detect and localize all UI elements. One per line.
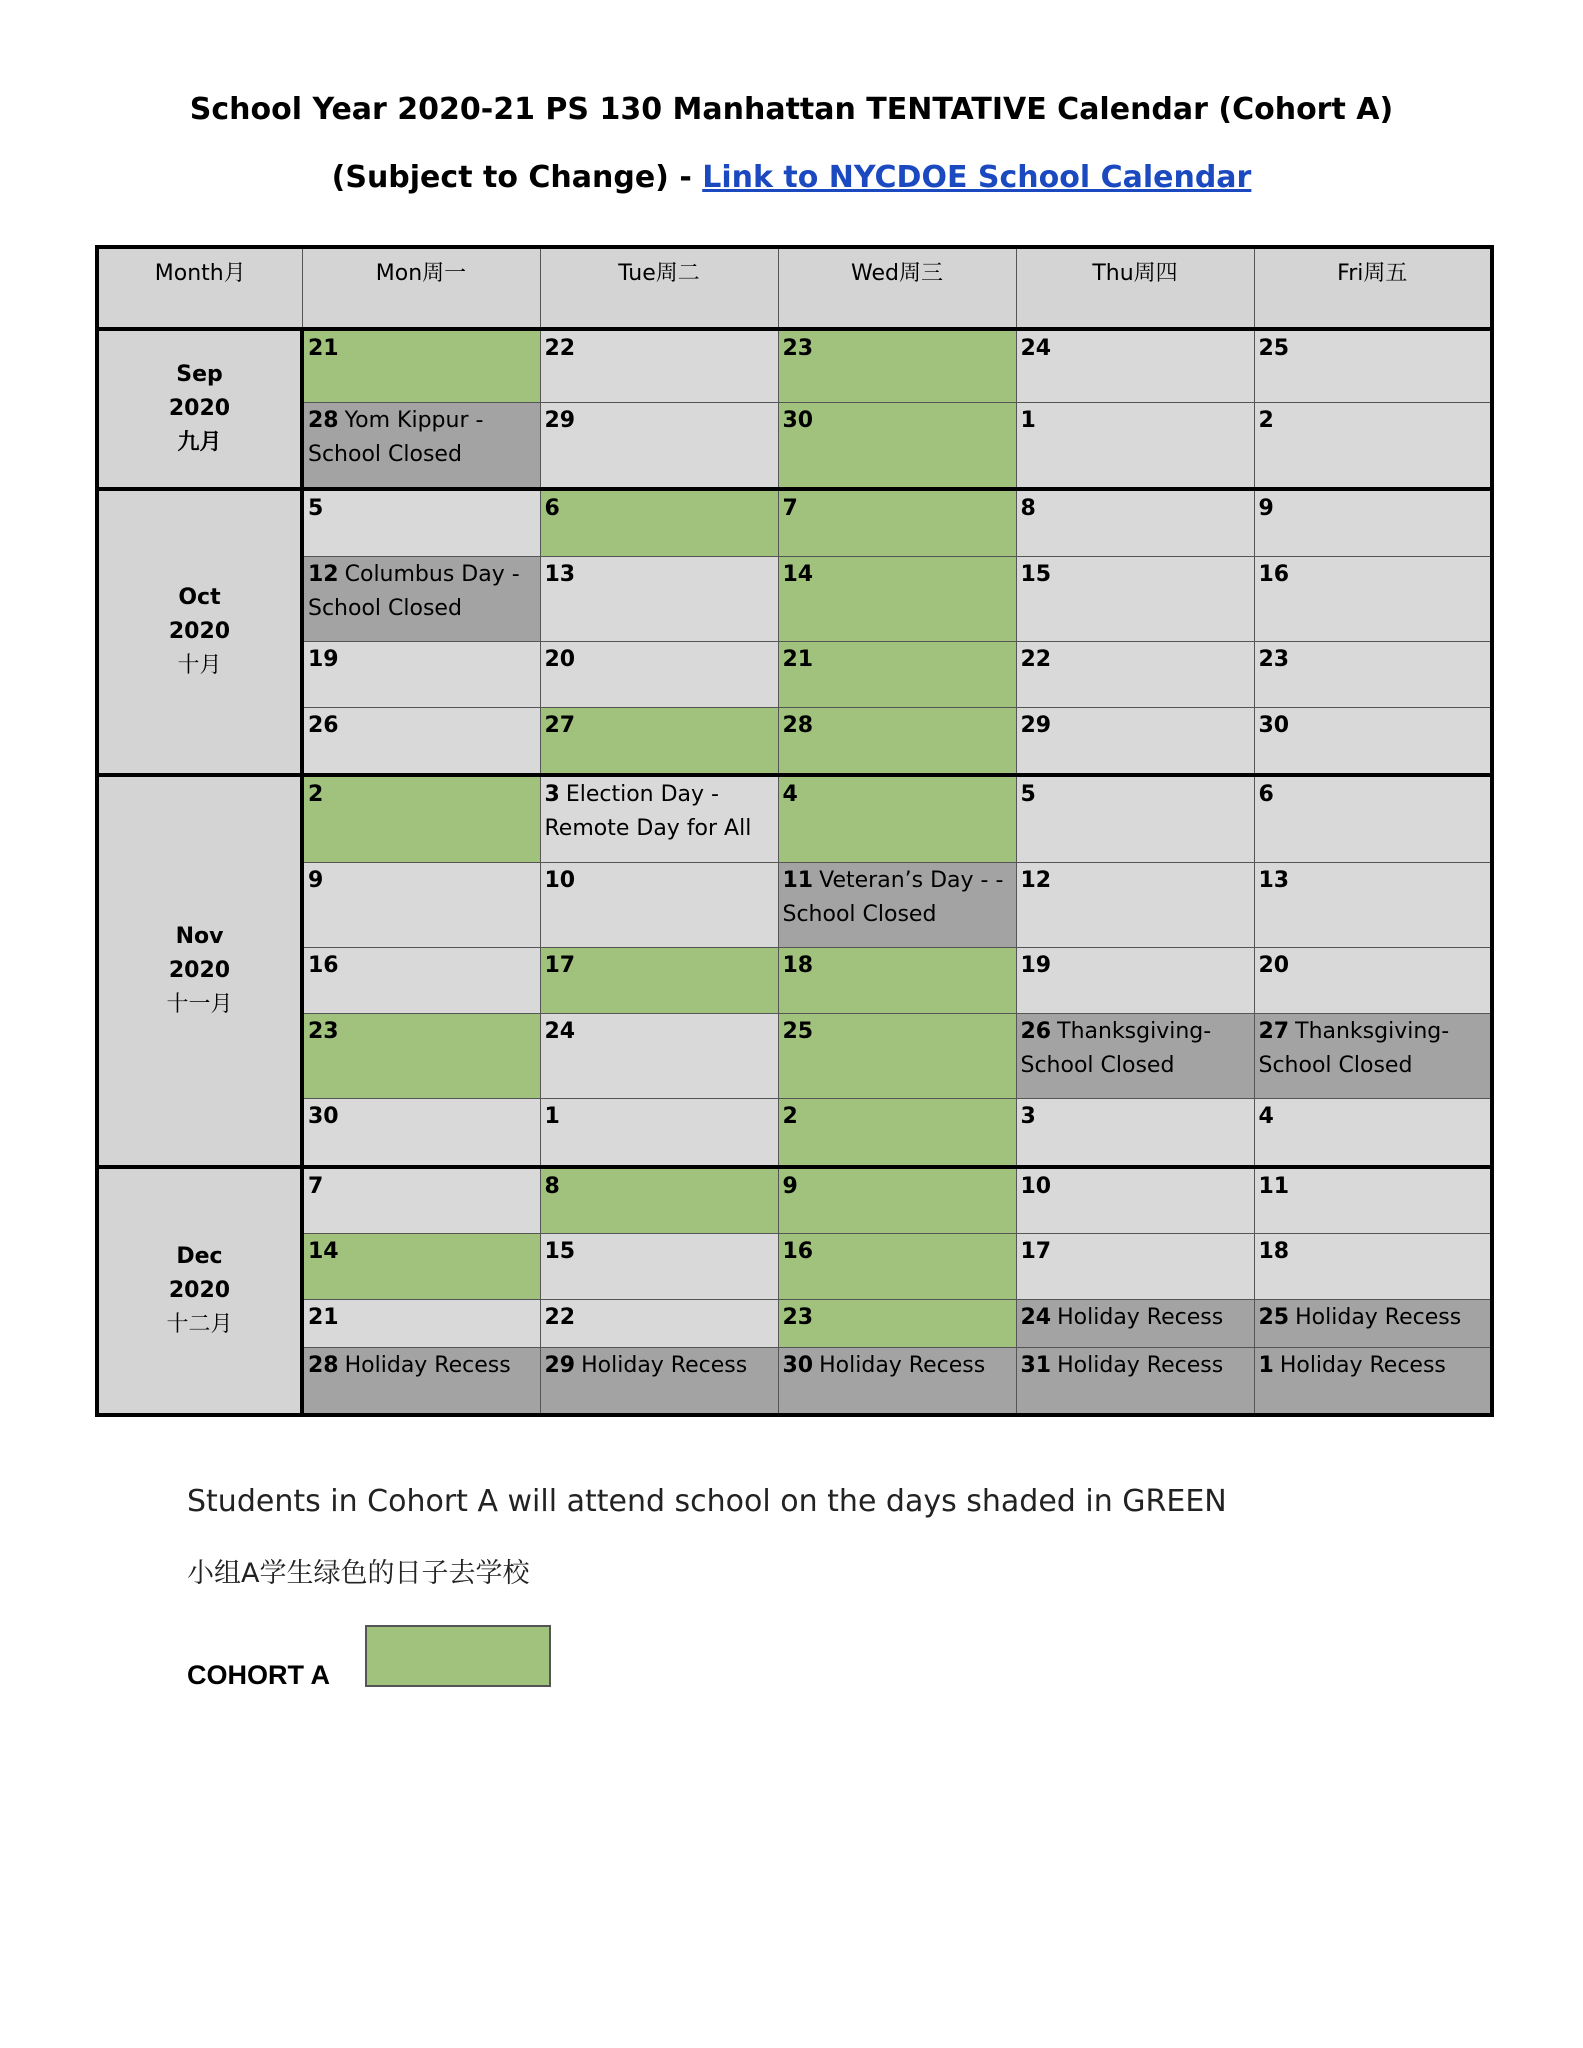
- day-cell: [302, 1300, 540, 1348]
- day-number: 21: [308, 336, 339, 361]
- week-row: [97, 707, 1492, 775]
- day-cell: [1016, 862, 1254, 947]
- day-cell: [778, 707, 1016, 775]
- week-row: [97, 1300, 1492, 1348]
- day-number: 1: [1020, 407, 1036, 433]
- day-event: Holiday Recess: [581, 1353, 748, 1379]
- day-number: 30: [308, 1103, 339, 1129]
- day-number: 13: [544, 561, 576, 587]
- day-number: 15: [544, 1239, 576, 1265]
- day-event: Veteran’s Day - - School Closed: [782, 867, 1004, 927]
- day-cell: [540, 1300, 778, 1348]
- day-number: 22: [544, 1305, 576, 1331]
- day-cell: [540, 329, 778, 402]
- day-number: 22: [544, 336, 576, 361]
- day-number: 5: [308, 496, 324, 521]
- day-cell: [1016, 707, 1254, 775]
- day-cell: [540, 947, 778, 1013]
- day-cell: [778, 489, 1016, 556]
- day-cell: [778, 329, 1016, 402]
- month-label: [97, 489, 302, 775]
- day-cell: [1016, 489, 1254, 556]
- day-cell: [1254, 1348, 1492, 1415]
- day-number: 25: [1258, 1305, 1290, 1331]
- day-cell: [540, 1348, 778, 1415]
- header-tue: Tue周二: [540, 247, 778, 329]
- day-cell: [1254, 862, 1492, 947]
- cohort-note-chinese: 小组A学生绿色的日子去学校: [187, 1558, 530, 1589]
- header-thu: Thu周四: [1016, 247, 1254, 329]
- week-row: [97, 1098, 1492, 1166]
- day-number: 28: [308, 407, 339, 433]
- month-label: Sep: [176, 362, 223, 387]
- week-row: [97, 1013, 1492, 1098]
- day-cell: [302, 947, 540, 1013]
- day-cell: [1016, 775, 1254, 862]
- day-event: Holiday Recess: [344, 1353, 511, 1379]
- day-cell: [1254, 775, 1492, 862]
- day-cell: [302, 862, 540, 947]
- day-number: 9: [782, 1173, 798, 1199]
- day-cell: [540, 556, 778, 641]
- day-number: 9: [1258, 496, 1274, 521]
- day-number: 6: [544, 496, 560, 521]
- day-cell: [1016, 1098, 1254, 1166]
- day-cell: [778, 1234, 1016, 1300]
- day-number: 10: [1020, 1173, 1052, 1199]
- week-row: [97, 641, 1492, 707]
- day-number: 31: [1020, 1353, 1052, 1379]
- day-cell: [778, 947, 1016, 1013]
- day-cell: [1016, 1348, 1254, 1415]
- day-number: 17: [1020, 1239, 1052, 1265]
- day-number: 13: [1258, 867, 1290, 893]
- day-cell: [778, 1300, 1016, 1348]
- day-number: 12: [308, 561, 339, 587]
- day-number: 26: [308, 712, 339, 738]
- day-cell: [778, 641, 1016, 707]
- week-row: [97, 775, 1492, 862]
- day-number: 29: [544, 1353, 576, 1379]
- header-month: Month月: [97, 247, 302, 329]
- week-row: [97, 1167, 1492, 1234]
- calendar-body: [97, 329, 1492, 1415]
- day-number: 15: [1020, 561, 1052, 587]
- day-cell: [302, 1013, 540, 1098]
- day-cell: [778, 862, 1016, 947]
- day-event: Holiday Recess: [819, 1353, 986, 1379]
- day-number: 30: [1258, 712, 1290, 738]
- day-cell: [302, 1348, 540, 1415]
- day-event: Holiday Recess: [1295, 1305, 1462, 1331]
- day-number: 5: [1020, 782, 1036, 808]
- day-cell: [540, 707, 778, 775]
- day-cell: [1254, 489, 1492, 556]
- day-cell: [302, 556, 540, 641]
- day-number: 21: [782, 646, 814, 672]
- header-fri: Fri周五: [1254, 247, 1492, 329]
- week-row: [97, 1234, 1492, 1300]
- day-cell: [302, 707, 540, 775]
- day-number: 22: [1020, 646, 1052, 672]
- month-label: Oct: [178, 585, 221, 611]
- day-number: 14: [308, 1239, 339, 1265]
- day-cell: [1254, 1234, 1492, 1300]
- day-event: Holiday Recess: [1057, 1353, 1224, 1379]
- day-number: 20: [544, 646, 576, 672]
- day-number: 30: [782, 407, 814, 433]
- day-cell: [778, 1167, 1016, 1234]
- month-label: [97, 1167, 302, 1415]
- day-cell: [302, 775, 540, 862]
- day-number: 7: [782, 496, 798, 521]
- day-number: 16: [1258, 561, 1290, 587]
- day-number: 1: [1258, 1353, 1274, 1379]
- week-row: [97, 556, 1492, 641]
- day-number: 28: [308, 1353, 339, 1379]
- day-number: 2: [782, 1103, 798, 1129]
- day-number: 28: [782, 712, 814, 738]
- month-zh: 九月: [177, 430, 222, 455]
- day-event: Yom Kippur - School Closed: [308, 407, 484, 467]
- week-row: [97, 489, 1492, 556]
- day-cell: [1016, 402, 1254, 489]
- day-cell: [1254, 1167, 1492, 1234]
- day-cell: [778, 402, 1016, 489]
- day-event: Holiday Recess: [1279, 1353, 1446, 1379]
- month-zh: 十一月: [166, 992, 233, 1018]
- month-year: 2020: [168, 619, 231, 645]
- day-number: 11: [782, 867, 814, 893]
- day-number: 26: [1020, 1018, 1052, 1044]
- day-number: 29: [1020, 712, 1052, 738]
- day-cell: [302, 1234, 540, 1300]
- day-cell: [1254, 707, 1492, 775]
- day-number: 25: [1258, 336, 1290, 361]
- day-cell: [778, 1013, 1016, 1098]
- day-cell: [302, 402, 540, 489]
- day-cell: [1254, 329, 1492, 402]
- day-cell: [1254, 641, 1492, 707]
- week-row: [97, 329, 1492, 402]
- day-number: 27: [1258, 1018, 1290, 1044]
- header-mon: Mon周一: [302, 247, 540, 329]
- day-cell: [540, 402, 778, 489]
- day-number: 24: [1020, 1305, 1052, 1331]
- day-number: 29: [544, 407, 576, 433]
- day-number: 16: [308, 952, 339, 978]
- day-cell: [1254, 556, 1492, 641]
- day-event: Election Day - Remote Day for All: [544, 782, 752, 842]
- day-cell: [1016, 329, 1254, 402]
- day-number: 23: [1258, 646, 1290, 672]
- month-label: [97, 329, 302, 489]
- day-number: 3: [544, 782, 560, 808]
- day-event: Thanksgiving- School Closed: [1258, 1018, 1450, 1078]
- month-label: [97, 775, 302, 1166]
- day-event: Holiday Recess: [1057, 1305, 1224, 1331]
- day-number: 6: [1258, 782, 1274, 808]
- day-cell: [540, 1234, 778, 1300]
- day-number: 12: [1020, 867, 1052, 893]
- day-cell: [540, 1013, 778, 1098]
- page-subtitle: [0, 160, 1583, 195]
- day-cell: [1016, 556, 1254, 641]
- header-wed: Wed周三: [778, 247, 1016, 329]
- day-cell: [540, 1167, 778, 1234]
- day-number: 9: [308, 867, 324, 893]
- legend-label: COHORT A: [187, 1660, 330, 1690]
- day-cell: [778, 775, 1016, 862]
- day-number: 24: [1020, 336, 1052, 361]
- page-title: School Year 2020-21 PS 130 Manhattan TENTATIVE Calendar (Cohort A): [189, 92, 1394, 127]
- day-event: Thanksgiving- School Closed: [1020, 1018, 1212, 1078]
- day-number: 20: [1258, 952, 1290, 978]
- day-number: 23: [308, 1018, 339, 1044]
- calendar-table: [95, 245, 1494, 1417]
- day-number: 27: [544, 712, 576, 738]
- day-cell: [302, 641, 540, 707]
- month-year: 2020: [168, 1277, 231, 1303]
- day-number: 18: [782, 952, 814, 978]
- month-year: 2020: [168, 396, 231, 421]
- week-row: [97, 1348, 1492, 1415]
- day-number: 8: [1020, 496, 1036, 521]
- day-number: 4: [1258, 1103, 1274, 1129]
- week-row: [97, 402, 1492, 489]
- month-zh: 十二月: [166, 1311, 233, 1337]
- day-cell: [1254, 1098, 1492, 1166]
- day-number: 16: [782, 1239, 814, 1265]
- day-number: 30: [782, 1353, 814, 1379]
- day-number: 14: [782, 561, 814, 587]
- day-cell: [302, 329, 540, 402]
- day-cell: [1016, 1234, 1254, 1300]
- day-cell: [540, 641, 778, 707]
- day-cell: [540, 862, 778, 947]
- day-cell: [1254, 1013, 1492, 1098]
- day-cell: [1254, 402, 1492, 489]
- header-row: [97, 247, 1492, 329]
- month-zh: 十月: [177, 653, 222, 679]
- day-cell: [778, 1098, 1016, 1166]
- day-number: 3: [1020, 1103, 1036, 1129]
- day-cell: [302, 489, 540, 556]
- week-row: [97, 947, 1492, 1013]
- day-number: 11: [1258, 1173, 1290, 1199]
- subtitle-prefix: (Subject to Change) -: [331, 160, 703, 195]
- day-cell: [1254, 1300, 1492, 1348]
- day-cell: [1016, 1013, 1254, 1098]
- day-number: 2: [308, 782, 324, 808]
- day-cell: [1016, 1300, 1254, 1348]
- day-event: Columbus Day - School Closed: [308, 561, 520, 621]
- day-number: 10: [544, 867, 576, 893]
- day-number: 18: [1258, 1239, 1290, 1265]
- day-cell: [1254, 947, 1492, 1013]
- day-cell: [778, 1348, 1016, 1415]
- day-number: 23: [782, 336, 814, 361]
- day-cell: [540, 1098, 778, 1166]
- day-cell: [540, 489, 778, 556]
- day-number: 7: [308, 1173, 324, 1199]
- day-number: 19: [308, 646, 339, 672]
- day-number: 21: [308, 1305, 339, 1331]
- month-year: 2020: [168, 958, 231, 984]
- day-number: 8: [544, 1173, 560, 1199]
- month-label: Nov: [175, 924, 224, 950]
- day-cell: [302, 1167, 540, 1234]
- day-number: 25: [782, 1018, 814, 1044]
- day-number: 4: [782, 782, 798, 808]
- day-cell: [540, 775, 778, 862]
- month-label: Dec: [176, 1243, 223, 1269]
- day-number: 24: [544, 1018, 576, 1044]
- week-row: [97, 862, 1492, 947]
- day-cell: [1016, 1167, 1254, 1234]
- day-number: 1: [544, 1103, 560, 1129]
- day-number: 17: [544, 952, 576, 978]
- day-number: 23: [782, 1305, 814, 1331]
- cohort-note-english: Students in Cohort A will attend school on the days shaded in GREEN: [187, 1484, 1227, 1519]
- nycdoe-calendar-link[interactable]: Link to NYCDOE School Calendar: [702, 160, 1252, 195]
- day-cell: [1016, 641, 1254, 707]
- day-number: 2: [1258, 407, 1274, 433]
- day-cell: [1016, 947, 1254, 1013]
- day-number: 19: [1020, 952, 1052, 978]
- legend-green-swatch: [365, 1625, 551, 1687]
- day-cell: [778, 556, 1016, 641]
- day-cell: [302, 1098, 540, 1166]
